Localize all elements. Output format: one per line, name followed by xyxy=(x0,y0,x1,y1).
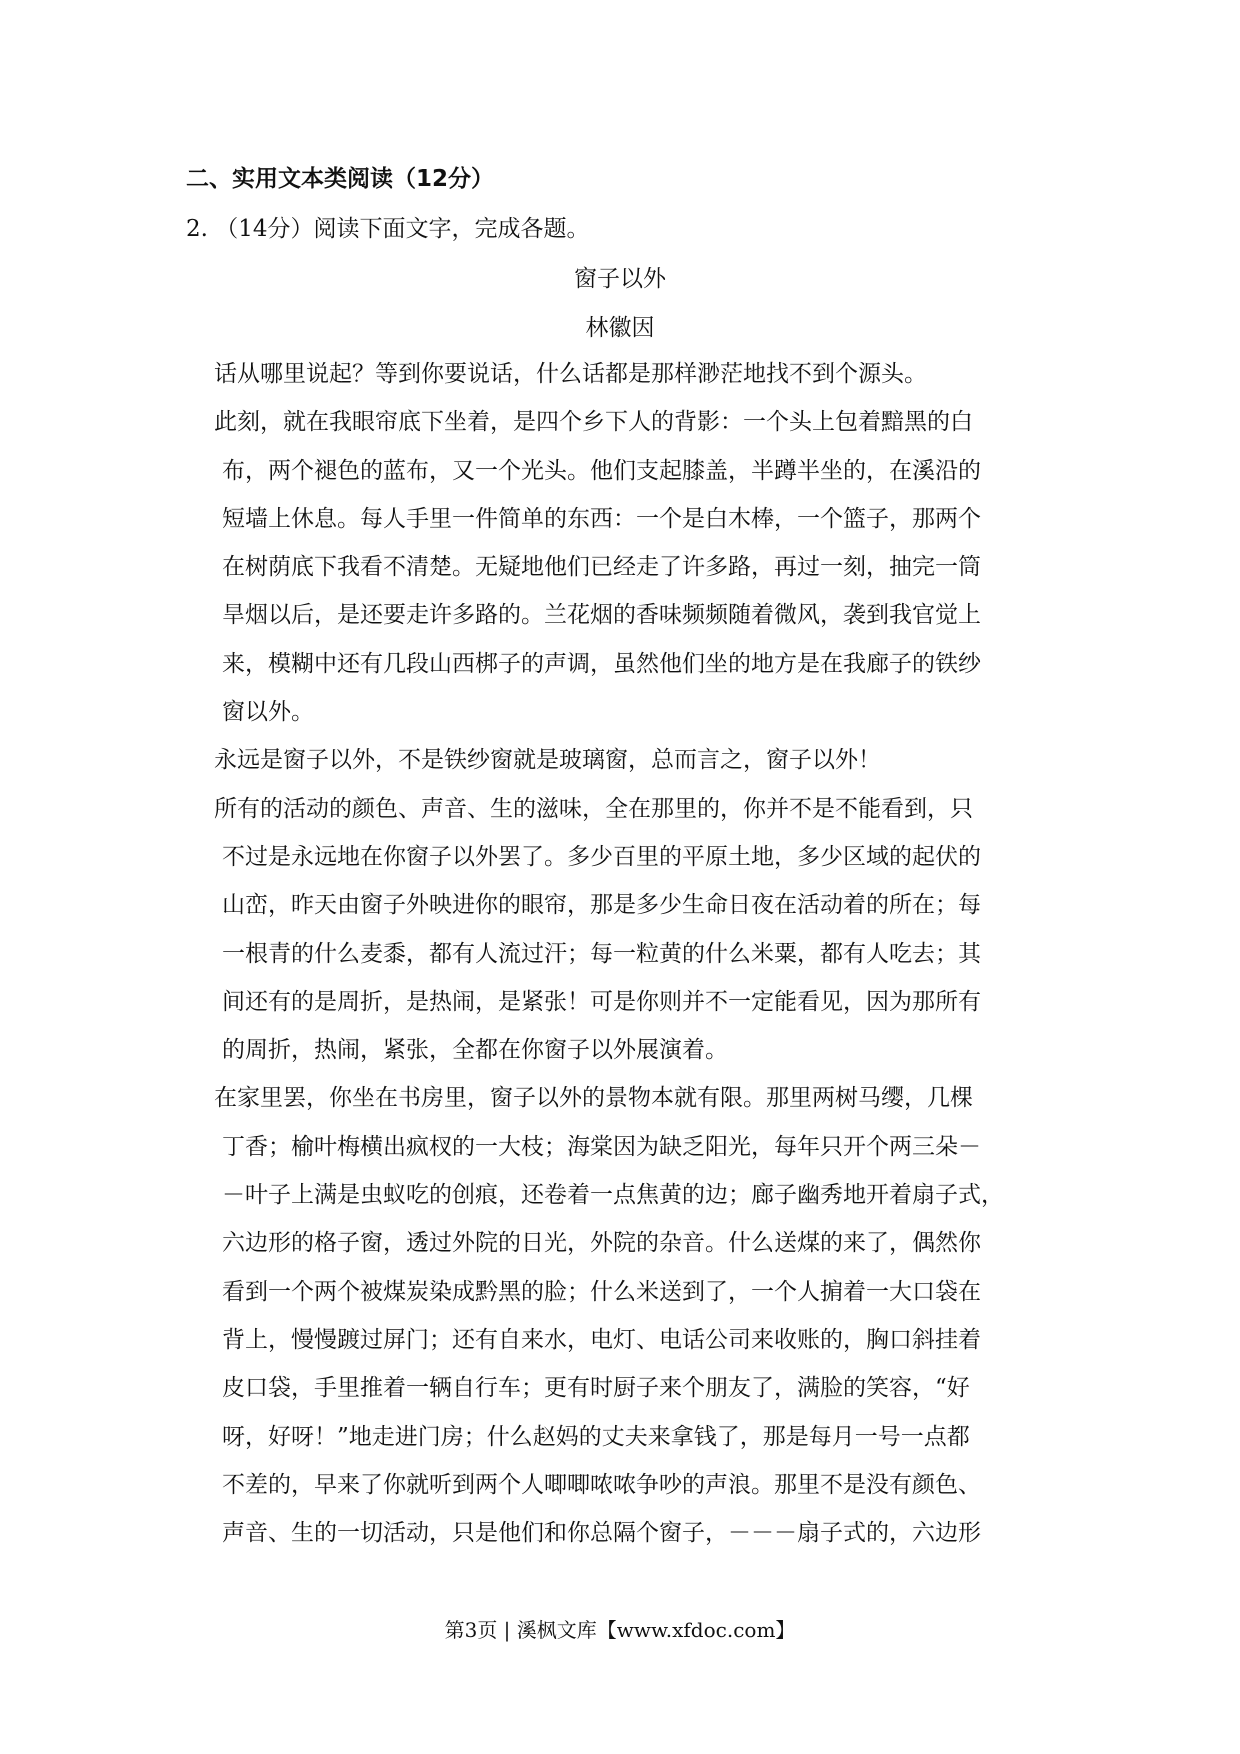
article-paragraph xyxy=(214,398,1064,736)
paragraph-line: 六边形的格子窗，透过外院的日光，外院的杂音。什么送煤的来了，偶然你 xyxy=(222,1230,981,1257)
paragraph-line: 丁香；榆叶梅横出疯杈的一大枝；海棠因为缺乏阳光，每年只开个两三朵－ xyxy=(222,1133,981,1160)
paragraph-line: 所有的活动的颜色、声音、生的滋味，全在那里的，你并不是不能看到，只 xyxy=(214,795,973,822)
paragraph-line: 永远是窗子以外，不是铁纱窗就是玻璃窗，总而言之，窗子以外！ xyxy=(214,747,881,774)
paragraph-line: 不过是永远地在你窗子以外罢了。多少百里的平原土地，多少区域的起伏的 xyxy=(222,843,981,870)
paragraph-line: 间还有的是周折，是热闹，是紧张！可是你则并不一定能看见，因为那所有 xyxy=(222,988,981,1015)
article-title: 窗子以外 xyxy=(574,266,666,292)
paragraph-line: 来，模糊中还有几段山西梆子的声调，虽然他们坐的地方是在我廊子的铁纱 xyxy=(222,650,981,677)
paragraph-line: 声音、生的一切活动，只是他们和你总隔个窗子，－－－扇子式的，六边形 xyxy=(222,1520,981,1547)
section-heading: 二、实用文本类阅读（12分） xyxy=(186,166,495,192)
paragraph-line: 不差的，早来了你就听到两个人唧唧哝哝争吵的声浪。那里不是没有颜色、 xyxy=(222,1471,981,1498)
paragraph-line: 山峦，昨天由窗子外映进你的眼帘，那是多少生命日夜在活动着的所在；每 xyxy=(222,892,981,919)
paragraph-line: 皮口袋，手里推着一辆自行车；更有时厨子来个朋友了，满脸的笑容，“好 xyxy=(222,1375,970,1402)
paragraph-line: －叶子上满是虫蚁吃的创痕，还卷着一点焦黄的边；廊子幽秀地开着扇子式， xyxy=(222,1182,1004,1209)
paragraph-line: 旱烟以后，是还要走许多路的。兰花烟的香味频频随着微风，袭到我官觉上 xyxy=(222,602,981,629)
page-footer: 第3页 | 溪枫文库【www.xfdoc.com】 xyxy=(444,1618,796,1642)
paragraph-line: 看到一个两个被煤炭染成黔黑的脸；什么米送到了，一个人掮着一大口袋在 xyxy=(222,1278,981,1305)
paragraph-line: 此刻，就在我眼帘底下坐着，是四个乡下人的背影：一个头上包着黯黑的白 xyxy=(214,409,973,436)
article-paragraph xyxy=(214,1074,1064,1557)
paragraph-line: 呀，好呀！”地走进门房；什么赵妈的丈夫来拿钱了，那是每月一号一点都 xyxy=(222,1423,970,1450)
paragraph-line: 窗以外。 xyxy=(222,699,314,726)
paragraph-line: 的周折，热闹，紧张，全都在你窗子以外展演着。 xyxy=(222,1037,728,1064)
question-prompt: 2. （14分）阅读下面文字，完成各题。 xyxy=(186,216,590,242)
article-paragraph xyxy=(214,785,1064,1075)
article-paragraph xyxy=(214,736,1064,784)
paragraph-line: 在家里罢，你坐在书房里，窗子以外的景物本就有限。那里两树马缨，几棵 xyxy=(214,1085,973,1112)
article-body xyxy=(214,350,1064,1557)
paragraph-line: 在树荫底下我看不清楚。无疑地他们已经走了许多路，再过一刻，抽完一筒 xyxy=(222,554,981,581)
paragraph-line: 短墙上休息。每人手里一件简单的东西：一个是白木棒，一个篮子，那两个 xyxy=(222,505,981,532)
paragraph-line: 布，两个褪色的蓝布，又一个光头。他们支起膝盖，半蹲半坐的，在溪沿的 xyxy=(222,457,981,484)
article-author: 林徽因 xyxy=(585,315,655,341)
paragraph-line: 话从哪里说起？等到你要说话，什么话都是那样渺茫地找不到个源头。 xyxy=(214,361,927,387)
paragraph-line: 背上，慢慢踱过屏门；还有自来水，电灯、电话公司来收账的，胸口斜挂着 xyxy=(222,1326,981,1353)
article-paragraph xyxy=(214,350,1064,398)
paragraph-line: 一根青的什么麦黍，都有人流过汗；每一粒黄的什么米粟，都有人吃去；其 xyxy=(222,940,981,967)
